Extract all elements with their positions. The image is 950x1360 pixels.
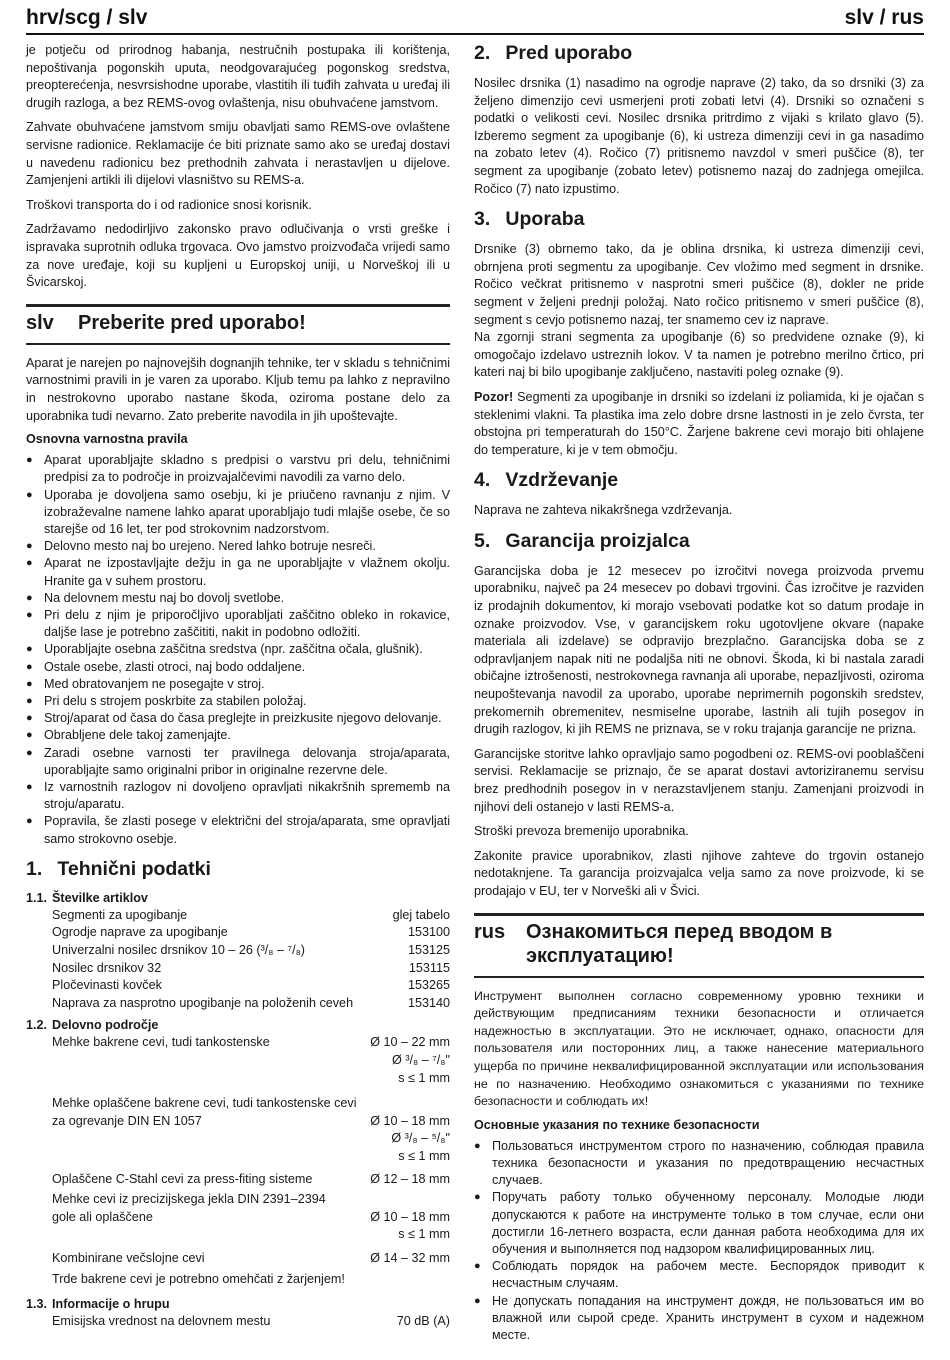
article-row (26, 977, 450, 995)
list-item: ● Соблюдать порядок на рабочем месте. Беспорядок приводит к несчастным случаям. (474, 1258, 924, 1292)
diameter-mm: Ø 14 – 32 mm (370, 1250, 450, 1265)
chapter-number: 4. (474, 469, 491, 492)
article-row (26, 907, 450, 925)
chapter-title: Uporaba (505, 208, 585, 231)
subsection-title: Številke artiklov (52, 890, 148, 905)
header-left-languages: hrv/scg / slv (26, 6, 148, 29)
work-range-label: Mehke bakrene cevi, tudi tankostenske (52, 1035, 270, 1050)
list-item: ● Поручать работу только обученному персоналу. Молодые люди допускаются к работе на инструменте только в том случае, если они достигли 16-летнего возраста, если данная работа необходима для их обучения и выполняется под надзором квалифицированных лиц. (474, 1189, 924, 1258)
article-number: 153140 (407, 995, 450, 1010)
list-item: ● Uporabljajte osebna zaščitna sredstva (npr. zaščitna očala, glušnik). (26, 641, 450, 658)
work-range-row (26, 1250, 450, 1268)
article-label: Ogrodje naprave za upogibanje (52, 925, 228, 940)
chapter-paragraph: Stroški prevoza bremenijo uporabnika. (474, 824, 689, 839)
work-range-row (26, 1034, 450, 1087)
section-divider (474, 913, 924, 916)
article-label: Pločevinasti kovček (52, 978, 162, 993)
intro-paragraph: Инструмент выполнен согласно современному уровню техники и действующим предписаниям техники безопасности и отличается надежностью в эксплуатации. Это не исключает, однако, опасности для пользователя или посторонних лиц, а также нанесение материального ущерба по причине неквалифицированной эксплуатации или использования не по назначению. Необходимо ознакомиться с указаниями по технике безопасности и соблюдать их! (474, 988, 924, 1109)
work-range-label: Oplaščene C-Stahl cevi za press-fiting sisteme (52, 1172, 313, 1187)
chapter-title: Vzdrževanje (505, 469, 619, 492)
article-number: 153100 (407, 925, 450, 940)
list-item: ● Zaradi osebne varnosti ter pravilnega delovanja stroja/aparata, uporabljajte samo originalni pribor in originalne rezervne dele. (26, 745, 450, 779)
section-divider (474, 976, 924, 978)
list-item: ● Пользоваться инструментом строго по назначению, соблюдая правила техника безопасности и указания по предотвращению несчастных случаев. (474, 1138, 924, 1190)
subsection-heading (26, 1018, 450, 1032)
section-divider (26, 343, 450, 345)
article-row (26, 942, 450, 960)
work-range-values (370, 1034, 450, 1087)
list-item: ● Na delovnem mestu naj bo dovolj svetlobe. (26, 590, 450, 607)
chapter-paragraph: Garancijska doba je 12 mesecev po izročitvi novega proizvoda prvemu uporabniku, največ pa 24 mesecev po dobavi trgovini. Čas izročitve je razviden iz prodajnih dokumentov, ki morajo vsebovati podatke kot so datum prodaje in oznake proizvodov. Vse, v garancijskem roku ugotovljene okvare (napake materiala ali izdelave) se odpravijo brezplačno. Garancijska doba se z odpravljanjem napak niti ne podaljša niti ne obnovi. Škoda, ki bi nastala zaradi običajne iztrošenosti, nestrokovnega ravnanja ali uporabe, nepazljivosti, oziroma neupoštevanja navodil za uporabo, uporabe neprimernih pogonskih sredstev, prekomernih obremenitev, nesmiselne uporabe, lastnih ali tujih posegov in drugih razlogov, ki jih REMS ne priznava, se v roku trajanja garancije ne prizna. (474, 563, 924, 737)
list-item: ● Med obratovanjem ne posegajte v stroj. (26, 676, 450, 693)
section-title: Ознакомиться перед вводом в эксплуатацию! (526, 920, 833, 967)
chapter-title: Tehnični podatki (57, 857, 211, 880)
article-number: 153115 (408, 960, 450, 975)
rus-section-heading (474, 920, 924, 968)
work-range-label: Kombinirane večslojne cevi (52, 1250, 205, 1265)
article-label: Nosilec drsnikov 32 (52, 960, 162, 975)
wall-thickness: s ≤ 1 mm (398, 1070, 450, 1085)
safety-list (26, 452, 450, 848)
chapter-heading (26, 858, 450, 881)
chapter-paragraph: Zakonite pravice uporabnikov, zlasti njihove zahteve do trgovin ostanejo nedotaknjene. Ta garancija proizvajalca velja samo za nove proizvode, ki se prodajajo v EU, ter v Norveški ali v Švici. (474, 848, 924, 898)
list-item: ● Stroj/aparat od časa do časa preglejte in preizkusite njegovo delovanje. (26, 710, 450, 727)
warning-text: Segmenti za upogibanje in drsniki so izdelani iz poliamida, ki je ojačan s steklenimi vlakni. Ta plastika ima zelo dobre drsne lastnosti in je zelo čvrsta, ter obstojna pri temperaturah do 150°C. Žarjene bakrene cevi morajo biti ohlajene do temperature, ki je v tem območju. (474, 389, 924, 457)
list-item: ● Obrabljene dele takoj zamenjajte. (26, 727, 450, 744)
diameter-mm: Ø 10 – 22 mm (370, 1035, 450, 1050)
chapter-paragraph: Garancijske storitve lahko opravljajo samo pogodbeni oz. REMS-ovi pooblaščeni servisi. Reklamacije se priznajo, če se aparat dostavi avtoriziranemu servisu brez predhodnih posegov in v nerazstavljenem stanju. Zamenjani proizvodi in njihovi deli ostanejo v lasti REMS-a. (474, 746, 924, 814)
language-tag: slv (26, 311, 54, 334)
diameter-inch: Ø ³/₈ – ⁷/₈" (392, 1052, 450, 1067)
article-number: 153125 (407, 942, 450, 957)
work-range-note (26, 1271, 450, 1289)
noise-row (26, 1313, 450, 1331)
slv-section-heading (26, 311, 450, 335)
subsection-title: Delovno področje (52, 1018, 159, 1033)
list-item: ● Aparat ne izpostavljajte dežju in ga ne uporabljajte v vlažnem okolju. Hranite ga v suhem prostoru. (26, 555, 450, 589)
list-item: ● Iz varnostnih razlogov ni dovoljeno opravljati nikakršnih sprememb na stroju/aparatu. (26, 779, 450, 813)
subsection-number: 1.3. (26, 1297, 48, 1312)
chapter-heading (474, 208, 924, 231)
diameter-mm: Ø 10 – 18 mm (370, 1113, 450, 1128)
chapter-paragraph: Naprava ne zahteva nikakršnega vzdrževanja. (474, 503, 733, 518)
article-label: Naprava za nasprotno upogibanje na položenih ceveh (52, 995, 354, 1010)
annealing-note: Trde bakrene cevi je potrebno omehčati z žarjenjem! (52, 1272, 345, 1287)
diameter-mm: Ø 12 – 18 mm (370, 1172, 450, 1187)
subsection-number: 1.2. (26, 1018, 48, 1033)
list-item: ● Не допускать попадания на инструмент дождя, не пользоваться им во влажной или сырой среде. Хранить инструмент в сухом и надежном месте. (474, 1293, 924, 1345)
chapter-heading (474, 530, 924, 553)
subsection-heading (26, 1297, 450, 1311)
warranty-paragraph: Zadržavamo nedodirljivo zakonsko pravo odlučivanja o vrsti greške i ispravaka suprotnih odluka trgovaca. Ovo jamstvo proizvođača vrijedi samo za nove uređaje, koji su kupljeni u Europskoj uniji, u Norveškoj ili u Švicarskoj. (26, 222, 450, 290)
diameter-inch: Ø ³/₈ – ⁵/₈" (391, 1131, 450, 1146)
right-column (474, 42, 924, 1350)
subsection-heading (26, 891, 450, 905)
chapter-heading (474, 42, 924, 65)
work-range-label: Mehke oplaščene bakrene cevi, tudi tankostenske cevi za ogrevanje DIN EN 1057 (52, 1096, 357, 1128)
chapter-paragraph: Nosilec drsnika (1) nasadimo na ogrodje naprave (2) tako, da so drsniki (3) za željeno dimenzijo cevi usmerjeni proti zobati letvi (4). Drsniki so označeni s podatki o velikosti cevi. Nosilec drsnika pritrdimo z vijaki s krilato glavo (5). Izberemo segment za upogibanje (6), ki ustreza dimenziji cevi in ga nasadimo na zobato letev (4). Ročico (7) pritisnemo navzdol v smeri puščice (8), ter segment za upogibanje (zobato letev) potisnemo nazaj do zadnjega omejilca. Ročico (7) nato izpustimo. (474, 76, 924, 196)
chapter-heading (474, 469, 924, 492)
list-item: ● Popravila, še zlasti posege v električni del stroja/aparata, sme opravljati samo strokovno osebje. (26, 813, 450, 847)
safety-heading: Основные указания по технике безопасности (474, 1117, 760, 1132)
warning-paragraph (474, 389, 924, 459)
chapter-paragraph: Drsnike (3) obrnemo tako, da je oblina drsnika, ki ustreza dimenziji cevi, obrnjena proti segmentu za upogibanje. Cev vložimo med segment in drsnike. Ročico večkrat pritisnemo v nasprotni smeri puščice (8), dokler ne pride segment v željeni prednji položaj. Nato ročico pritisnemo v smeri puščice (8), segment s cevjo potisnemo nazaj, ter snamemo cev iz naprave. (474, 242, 924, 327)
article-number: 153265 (407, 978, 450, 993)
list-item: ● Aparat uporabljajte skladno s predpisi o varstvu pri delu, tehničnimi predpisi za to področje in proizvajalčevimi navodili za varno delo. (26, 452, 450, 486)
warranty-paragraph: Zahvate obuhvaćene jamstvom smiju obavljati samo REMS-ove ovlaštene servisne radionice. Reklamacije će biti priznate samo ako se uređaj dostavi u navedenu radionicu bez prethodnih zahvata i nerastavljen u dijelove. Zamjenjeni artikli ili dijelovi vlasništvo su REMS-a. (26, 120, 450, 188)
article-row (26, 924, 450, 942)
work-range-row (26, 1191, 450, 1244)
rus-content (474, 988, 924, 1345)
work-range-values (370, 1095, 450, 1165)
list-item: ● Ostale osebe, zlasti otroci, naj bodo oddaljene. (26, 659, 450, 676)
list-item: ● Pri delu s strojem poskrbite za stabilen položaj. (26, 693, 450, 710)
left-column (26, 42, 450, 1331)
article-label: Univerzalni nosilec drsnikov 10 – 26 (³/₈ – ⁷/₈) (52, 942, 305, 957)
article-number: glej tabelo (392, 907, 450, 922)
chapter-paragraph: Na zgornji strani segmenta za upogibanje (6) so predvidene oznake (9), ki omogočajo izdelavo ustreznih lokov. V ta namen je potrebno merilno črtico, pri kateri naj bi bilo upogibanje zaključeno, nastaviti poleg oznake (9). (474, 330, 924, 380)
chapter-title: Pred uporabo (505, 42, 633, 64)
warning-label: Pozor! (474, 389, 514, 404)
noise-value: 70 dB (A) (396, 1314, 450, 1329)
list-item: ● Uporaba je dovoljena samo osebju, ki je priučeno ravnanju z njim. V izobraževalne namene lahko aparat uporabljajo tudi mlajše osebe, če so starejše od 16 let, ter pod strokovnim nadzorstvom. (26, 487, 450, 539)
intro-paragraph: Aparat je narejen po najnovejših dognanjih tehnike, ter v skladu s tehničnimi varnostnimi pravili in je varen za uporabo. Kljub temu pa lahko z nepravilno in nestrokovno uporabo nastane škoda, oziroma postane delo za uporabnika tudi nevarno. Zato preberite navodila in jih upoštevajte. (26, 355, 450, 423)
noise-label: Emisijska vrednost na delovnem mestu (52, 1314, 271, 1329)
chapter-number: 2. (474, 42, 491, 64)
section-title: Preberite pred uporabo! (78, 311, 306, 334)
safety-heading: Osnovna varnostna pravila (26, 432, 188, 447)
wall-thickness: s ≤ 1 mm (398, 1148, 450, 1163)
section-divider (26, 304, 450, 307)
chapter-title: Garancija proizjalca (505, 529, 690, 552)
diameter-mm: Ø 10 – 18 mm (370, 1209, 450, 1224)
subsection-title: Informacije o hrupu (52, 1297, 170, 1312)
chapter-number: 3. (474, 208, 491, 231)
work-range-label: Mehke cevi iz precizijskega jekla DIN 2391–2394 gole ali oplaščene (52, 1192, 326, 1224)
work-range-values (370, 1191, 450, 1244)
work-range-row (26, 1171, 450, 1189)
chapter-number: 5. (474, 529, 491, 552)
language-tag: rus (474, 920, 506, 943)
article-label: Segmenti za upogibanje (52, 907, 188, 922)
safety-list (474, 1138, 924, 1344)
warranty-paragraph: Troškovi transporta do i od radionice snosi korisnik. (26, 197, 312, 212)
header-divider (26, 33, 924, 35)
article-row (26, 960, 450, 978)
chapter-number: 1. (26, 857, 43, 880)
warranty-paragraph: je potječu od prirodnog habanja, nestručnih postupaka ili korištenja, nepoštivanja pogonskih uputa, neodgovarajućeg pogonskog sredstva, preopterećenja, nesvrsishodne uporabe, vlastitih ili tuđih zahvata u uređaj ili drugih razloga, a bez REMS-ovog ovlaštenja, nisu obuhvaćene jamstvom. (26, 43, 450, 110)
list-item: ● Delovno mesto naj bo urejeno. Nered lahko botruje nesreči. (26, 538, 450, 555)
wall-thickness: s ≤ 1 mm (398, 1227, 450, 1242)
header-right-languages: slv / rus (844, 6, 924, 29)
article-row (26, 995, 450, 1013)
list-item: ● Pri delu z njim je priporočljivo uporabljati zaščitno obleko in rokavice, daljše lase je potrebno zaščititi, nakit in podobno odložiti. (26, 607, 450, 641)
subsection-number: 1.1. (26, 890, 48, 905)
work-range-row (26, 1095, 450, 1165)
